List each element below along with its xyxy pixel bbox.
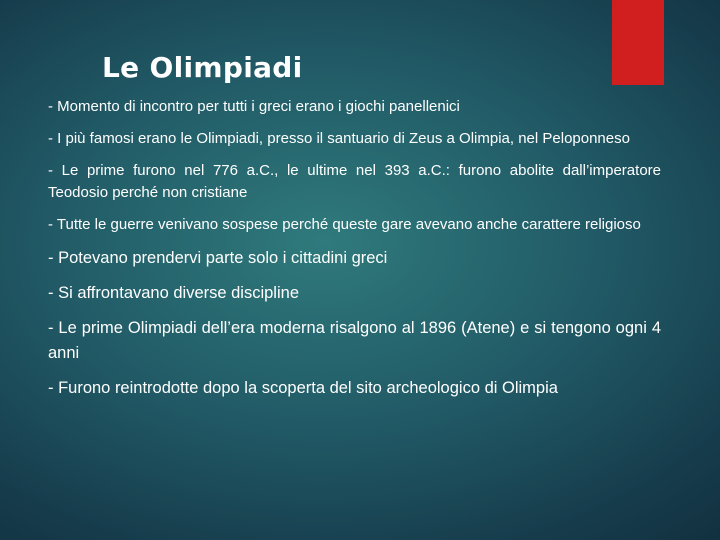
red-accent-bar — [612, 0, 664, 85]
bullet-item: - I più famosi erano le Olimpiadi, presso il santuario di Zeus a Olimpia, nel Peloponneso — [48, 130, 630, 147]
bullet-item: - Furono reintrodotte dopo la scoperta del sito archeologico di Olimpia — [48, 379, 558, 397]
slide-title: Le Olimpiadi — [102, 51, 303, 84]
bullet-list — [48, 96, 661, 411]
bullet-item: - Tutte le guerre venivano sospese perché queste gare avevano anche carattere religioso — [48, 216, 641, 233]
bullet-item: - Potevano prendervi parte solo i cittadini greci — [48, 249, 388, 267]
bullet-item: - Le prime Olimpiadi dell’era moderna risalgono al 1896 (Atene) e si tengono ogni 4 anni — [48, 319, 661, 362]
bullet-item: - Momento di incontro per tutti i greci erano i giochi panellenici — [48, 98, 460, 115]
bullet-item: - Si affrontavano diverse discipline — [48, 284, 299, 302]
bullet-item: - Le prime furono nel 776 a.C., le ultime nel 393 a.C.: furono abolite dall’imperatore Teodosio perché non cristiane — [48, 162, 661, 201]
